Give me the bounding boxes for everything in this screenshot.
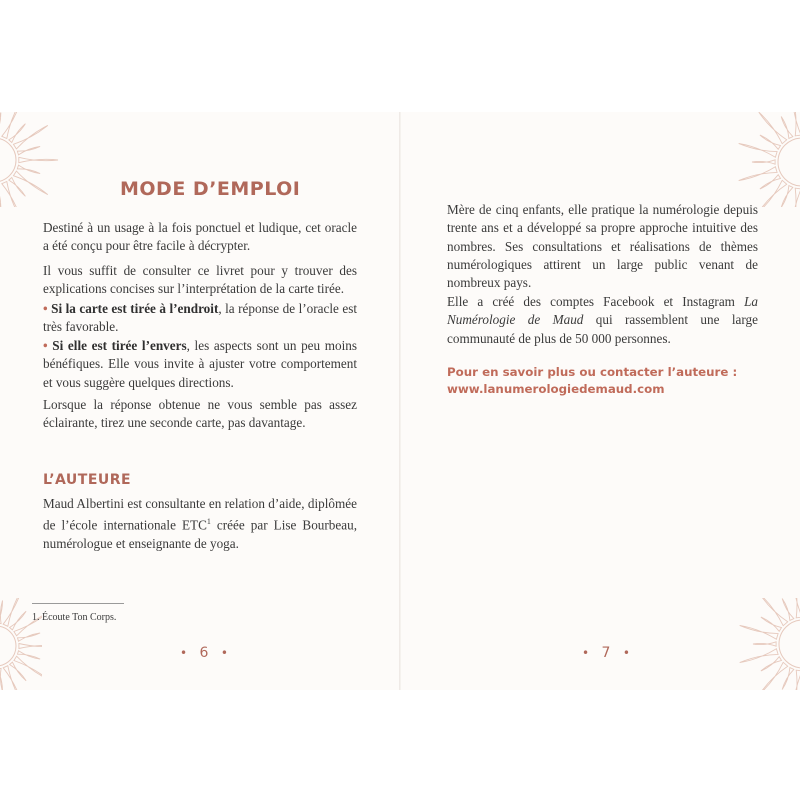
bullet-paragraph [43,300,357,337]
sun-ray [9,178,26,197]
sun-ray [793,112,800,136]
author-text: créée par Lise Bourbeau, numérologue et enseignante de yoga. [43,517,357,551]
sun-ray [17,165,40,173]
paragraph-text: Elle a créé des comptes Facebook et Instagram [447,294,745,309]
sun-ray [3,598,22,626]
bullet-emphasis: Si la carte est tirée à l’endroit [51,301,219,316]
page-number-left [180,645,232,661]
sun-ray [739,167,777,181]
sun-ray [760,135,781,149]
page-number: 6 [199,645,213,661]
sun-ray [0,184,1,207]
sun-ray [753,642,776,646]
sun-ray [794,670,800,690]
sun-ray [10,611,27,630]
bullet-text: , la réponse de l’oracle est très favorable. [43,301,358,335]
page-number-right [582,645,634,661]
footnote: 1. Écoute Ton Corps. [32,612,117,623]
sun-ray [781,186,793,207]
sun-ray [759,112,787,144]
author-paragraph [43,495,357,553]
folio-dot: • [582,646,594,660]
bullet-emphasis: Si elle est tirée l’envers [52,338,187,353]
sun-ornament-icon [718,112,800,207]
sun-ray [2,182,21,208]
page-number: 7 [601,645,615,661]
paragraph: Lorsque la réponse obtenue ne vous semble pas assez éclairante, tirez une seconde carte, pas davantage. [43,397,357,431]
bullet-paragraph [43,337,357,392]
sun-ray [782,599,794,621]
page-title: MODE D’EMPLOI [120,178,301,200]
sun-ray [761,617,782,631]
sun-ray [19,644,42,649]
sun-ray [0,601,3,624]
sun-ray [17,147,40,155]
author-text: Maud Albertini est consultante en relation d’aide, diplômée de l’école internationale ETC [43,496,357,533]
sun-ray [781,117,793,139]
sun-ray [782,668,794,690]
footnote-rule [32,603,124,604]
sun-ray [13,125,47,148]
sun-ray [18,633,41,641]
contact-block [447,364,737,398]
sun-ornament-icon [723,598,800,690]
sun-ray [9,124,26,143]
folio-dot: • [180,646,192,660]
sun-ray [793,188,800,207]
sun-ray [0,668,3,690]
bullet-icon: • [43,338,48,353]
paragraph-text: qui rassemblent une large communauté de plus de 50 000 personnes. [447,312,758,346]
book-gutter [399,112,401,690]
sun-ray [2,112,21,139]
footnote-marker: 1 [206,517,211,527]
sun-ray [740,625,778,639]
sun-ray [752,160,775,164]
paragraph: Mère de cinq enfants, elle pratique la numérologie depuis trente ans et a développé sa propre approche intuitive des nombres. Ses consultations et réalisations de thèmes numérologiques attirent un large public venant de nombreux pays. [447,202,758,291]
section-heading: L’AUTEURE [43,472,132,488]
sun-ray [3,666,22,690]
paragraph: Il vous suffit de consulter ce livret pour y trouver des explications concises sur l’interprétation de la carte tirée. [43,263,357,297]
sun-ray [13,171,47,195]
sun-ray [19,157,58,162]
sun-ray [761,657,782,671]
paragraph [447,293,758,348]
sun-ray [0,113,1,136]
sun-ray [10,662,27,681]
account-name: La Numérologie de Maud [447,294,758,328]
folio-dot: • [622,646,634,660]
sun-ornament-icon [0,112,70,207]
bullet-icon: • [43,301,48,316]
sun-ray [794,598,800,618]
sun-ray [18,651,41,659]
sun-ray [760,175,781,189]
paragraph: Destiné à un usage à la fois ponctuel et ludique, cet oracle a été conçu pour être facile à décrypter. [43,220,357,254]
bullet-text: , les aspects sont un peu moins bénéfiques. Elle vous invite à ajuster votre comportement et vous suggère quelques directions. [43,338,358,390]
sun-ray [14,656,42,679]
folio-dot: • [220,646,232,660]
website-link[interactable]: www.lanumerologiedemaud.com [447,382,665,396]
sun-ray [740,649,778,663]
sun-ray [739,143,777,157]
contact-label: Pour en savoir plus ou contacter l’auteure : [447,365,738,379]
